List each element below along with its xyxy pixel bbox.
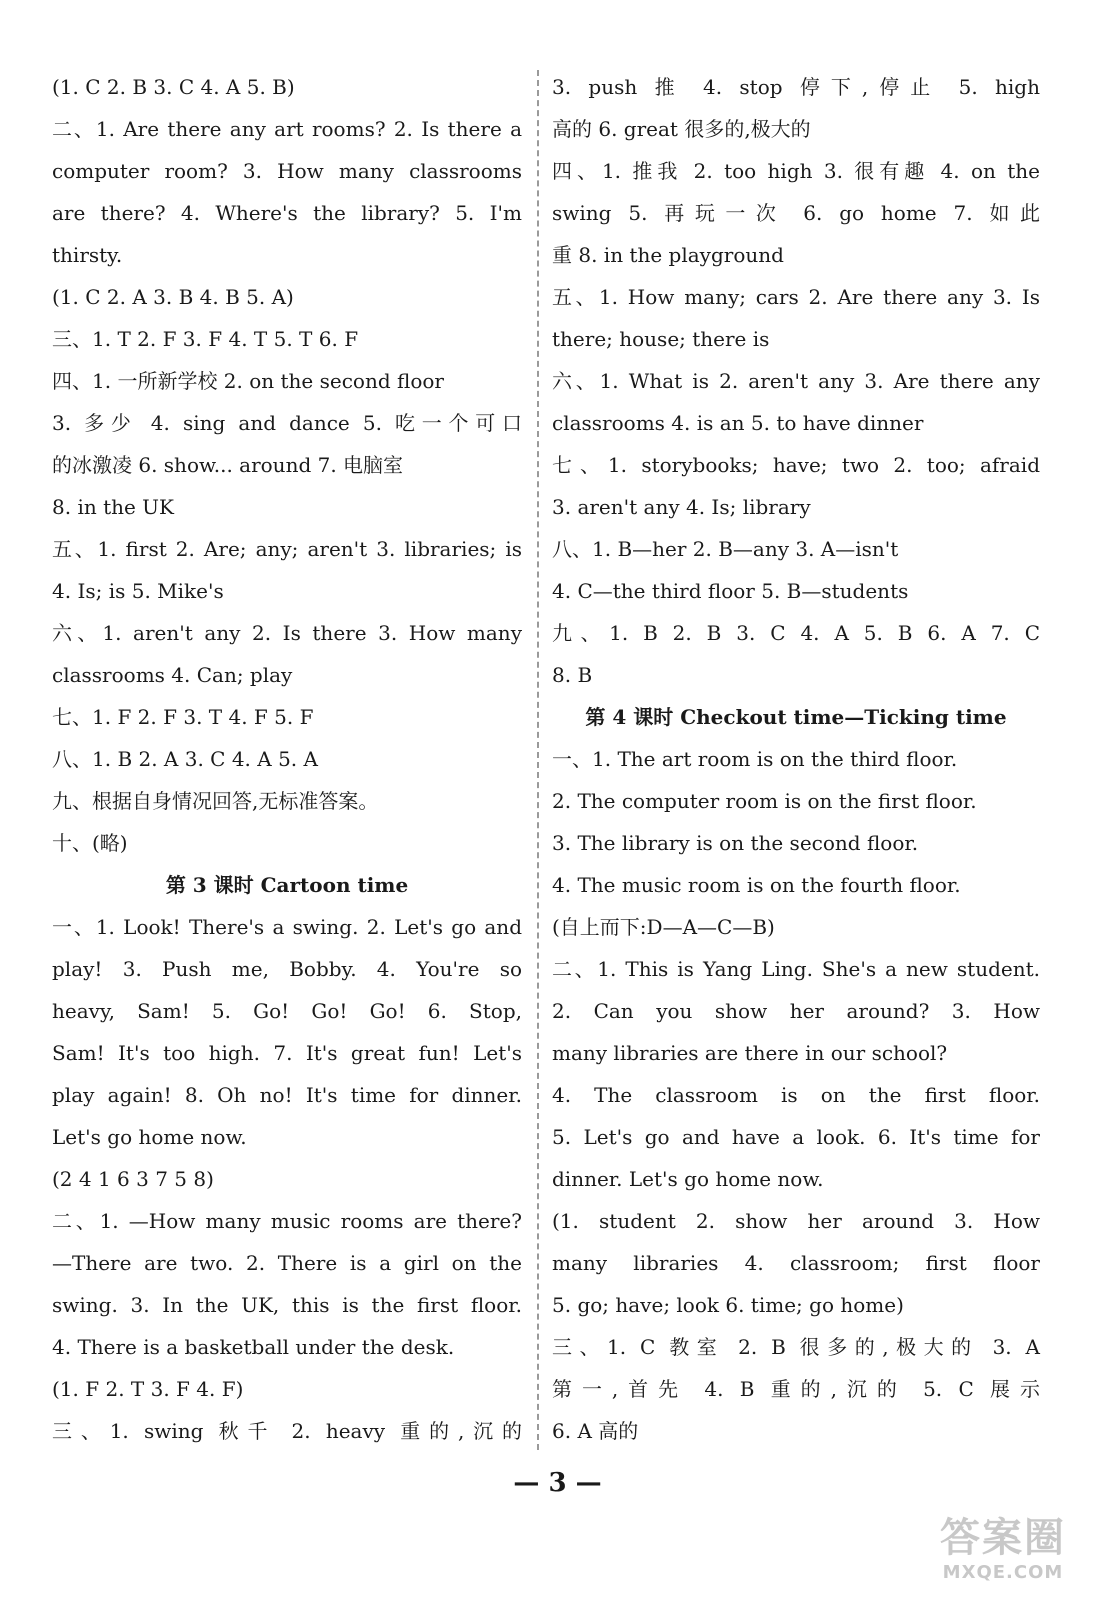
answer-line: swing. 3. In the UK, this is the first floor. xyxy=(52,1293,522,1317)
answer-line: are there? 4. Where's the library? 5. I'm xyxy=(52,201,522,225)
answer-line: 3. The library is on the second floor. xyxy=(552,831,919,855)
answer-line: heavy, Sam! 5. Go! Go! Go! 6. Stop, xyxy=(52,999,522,1023)
answer-line: 8. B xyxy=(552,663,593,687)
answer-line: swing 5. 再玩一次 6. go home 7. 如此 xyxy=(552,201,1040,225)
answer-line: 七、1. F 2. F 3. T 4. F 5. F xyxy=(52,705,314,729)
answer-line: dinner. Let's go home now. xyxy=(552,1167,824,1191)
answer-line: thirsty. xyxy=(52,243,123,267)
answer-line: 重 8. in the playground xyxy=(552,243,784,267)
answer-line: 一、1. Look! There's a swing. 2. Let's go and xyxy=(52,915,522,939)
answer-line: —There are two. 2. There is a girl on the xyxy=(52,1251,522,1275)
answer-line: 一、1. The art room is on the third floor. xyxy=(552,747,958,771)
answer-line: 二、1. Are there any art rooms? 2. Is there a xyxy=(52,117,522,141)
section-heading: 第 3 课时 Cartoon time xyxy=(165,873,409,897)
answer-line: 2. Can you show her around? 3. How xyxy=(552,999,1040,1023)
answer-line: many libraries 4. classroom; first floor xyxy=(552,1251,1040,1275)
answer-line: Sam! It's too high. 7. It's great fun! Let's xyxy=(52,1041,522,1065)
answer-line: 二、1. This is Yang Ling. She's a new student. xyxy=(552,957,1040,981)
answer-line: 八、1. B 2. A 3. C 4. A 5. A xyxy=(52,747,318,771)
column-divider xyxy=(537,70,539,1450)
answer-line: 8. in the UK xyxy=(52,495,174,519)
answer-line: 6. A 高的 xyxy=(552,1419,639,1443)
answer-line: (1. student 2. show her around 3. How xyxy=(552,1209,1040,1233)
answer-line: (1. C 2. B 3. C 4. A 5. B) xyxy=(52,75,295,99)
answer-line: 十、(略) xyxy=(52,831,128,855)
answer-line: classrooms 4. is an 5. to have dinner xyxy=(552,411,924,435)
answer-line: many libraries are there in our school? xyxy=(552,1041,948,1065)
answer-line: 三、1. C 教室 2. B 很多的,极大的 3. A xyxy=(552,1335,1040,1359)
answer-line: play again! 8. Oh no! It's time for dinner. xyxy=(52,1083,522,1107)
answer-line: (1. C 2. A 3. B 4. B 5. A) xyxy=(52,285,294,309)
left-column xyxy=(52,66,522,1452)
answer-line: 5. Let's go and have a look. 6. It's time for xyxy=(552,1125,1040,1149)
answer-line: 4. Is; is 5. Mike's xyxy=(52,579,224,603)
answer-line: 八、1. B—her 2. B—any 3. A—isn't xyxy=(552,537,899,561)
answer-line: (2 4 1 6 3 7 5 8) xyxy=(52,1167,214,1191)
answer-line: 4. C—the third floor 5. B—students xyxy=(552,579,909,603)
answer-line: 4. The music room is on the fourth floor. xyxy=(552,873,961,897)
answer-line: (自上而下:D—A—C—B) xyxy=(552,915,775,939)
answer-line: 七、1. storybooks; have; two 2. too; afraid xyxy=(552,453,1040,477)
answer-line: 3. 多少 4. sing and dance 5. 吃一个可口 xyxy=(52,411,522,435)
section-heading: 第 4 课时 Checkout time—Ticking time xyxy=(585,705,1007,729)
right-column xyxy=(552,66,1040,1452)
answer-line: 九、1. B 2. B 3. C 4. A 5. B 6. A 7. C xyxy=(552,621,1040,645)
watermark-logo: 答案圈 xyxy=(940,1515,1066,1561)
answer-line: classrooms 4. Can; play xyxy=(52,663,293,687)
watermark xyxy=(913,1514,1093,1594)
answer-line: 六、1. What is 2. aren't any 3. Are there any xyxy=(552,369,1040,393)
answer-line: 九、根据自身情况回答,无标准答案。 xyxy=(52,789,379,813)
answer-line: play! 3. Push me, Bobby. 4. You're so xyxy=(52,957,522,981)
answer-line: 五、1. How many; cars 2. Are there any 3. Is xyxy=(552,285,1040,309)
answer-line: 3. push 推 4. stop 停下,停止 5. high xyxy=(552,75,1040,99)
answer-line: 三、1. swing 秋千 2. heavy 重的,沉的 xyxy=(52,1419,522,1443)
answer-line: 三、1. T 2. F 3. F 4. T 5. T 6. F xyxy=(52,327,359,351)
answer-line: 高的 6. great 很多的,极大的 xyxy=(552,117,811,141)
answer-line: 2. The computer room is on the first floor. xyxy=(552,789,977,813)
answer-line: 四、1. 推我 2. too high 3. 很有趣 4. on the xyxy=(552,159,1040,183)
answer-line: (1. F 2. T 3. F 4. F) xyxy=(52,1377,244,1401)
answer-line: Let's go home now. xyxy=(52,1125,247,1149)
answer-line: 第一,首先 4. B 重的,沉的 5. C 展示 xyxy=(552,1377,1040,1401)
answer-line: 4. The classroom is on the first floor. xyxy=(552,1083,1040,1107)
answer-line: 六、1. aren't any 2. Is there 3. How many xyxy=(52,621,522,645)
answer-line: 四、1. 一所新学校 2. on the second floor xyxy=(52,369,444,393)
page-number: — 3 — xyxy=(513,1468,602,1498)
answer-line: 3. aren't any 4. Is; library xyxy=(552,495,811,519)
watermark-url: MXQE.COM xyxy=(942,1562,1064,1583)
answer-line: 五、1. first 2. Are; any; aren't 3. libraries; is xyxy=(52,537,522,561)
answer-line: 二、1. —How many music rooms are there? xyxy=(52,1209,522,1233)
answer-line: computer room? 3. How many classrooms xyxy=(52,159,522,183)
answer-line: there; house; there is xyxy=(552,327,770,351)
answer-line: 的冰激凌 6. show... around 7. 电脑室 xyxy=(52,453,404,477)
answer-line: 5. go; have; look 6. time; go home) xyxy=(552,1293,904,1317)
answer-line: 4. There is a basketball under the desk. xyxy=(52,1335,455,1359)
